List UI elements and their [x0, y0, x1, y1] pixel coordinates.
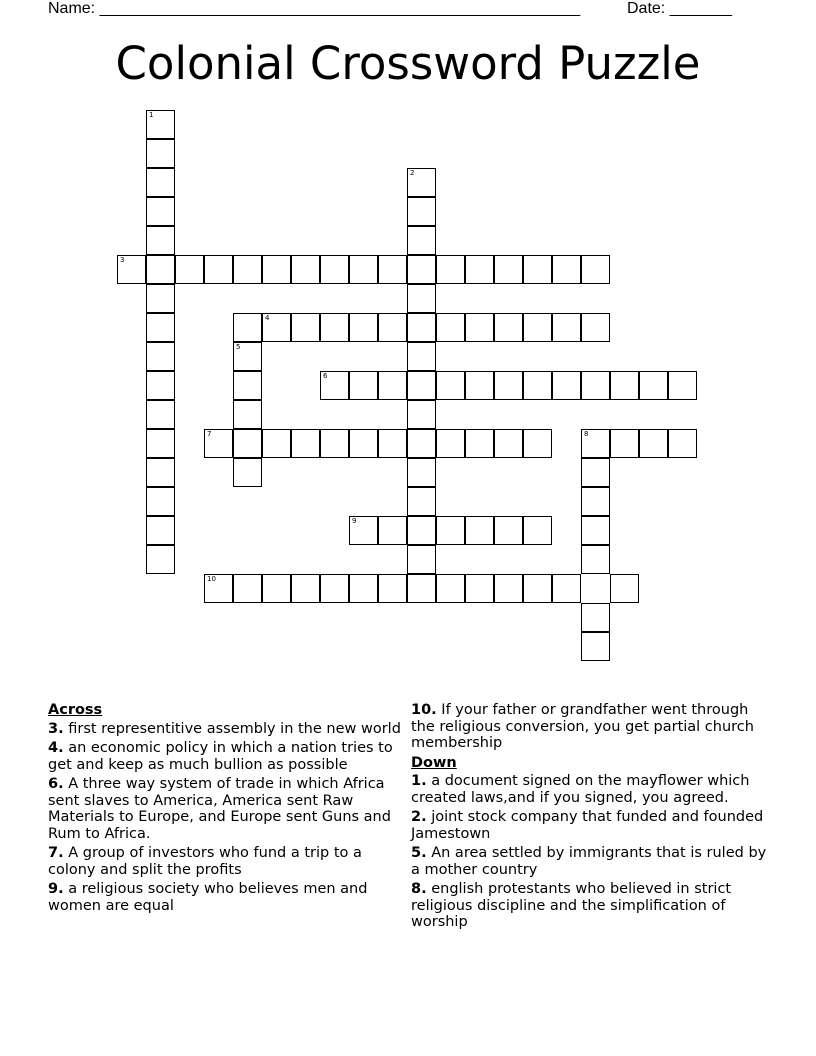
crossword-cell[interactable]	[436, 313, 465, 342]
crossword-cell[interactable]	[494, 574, 523, 603]
across-clue	[48, 740, 404, 773]
across-heading: Across	[48, 702, 103, 718]
crossword-cell[interactable]	[581, 632, 610, 661]
crossword-cell[interactable]	[233, 371, 262, 400]
crossword-cell[interactable]	[146, 255, 175, 284]
crossword-cell[interactable]	[465, 255, 494, 284]
page-title: Colonial Crossword Puzzle	[115, 37, 701, 90]
crossword-cell[interactable]	[233, 342, 262, 371]
clue-text: a document signed on the mayflower which created laws,and if you signed, you agreed.	[411, 773, 750, 806]
clue-number: 8.	[411, 881, 427, 897]
clue-number-label: 10	[207, 575, 216, 583]
crossword-cell[interactable]	[436, 429, 465, 458]
crossword-cell[interactable]	[407, 371, 436, 400]
crossword-cell[interactable]	[581, 429, 610, 458]
clue-number-label: 2	[410, 169, 415, 177]
crossword-cell[interactable]	[146, 400, 175, 429]
across-clue	[48, 881, 404, 914]
crossword-cell[interactable]	[407, 168, 436, 197]
down-clue	[411, 809, 771, 842]
crossword-cell[interactable]	[407, 429, 436, 458]
crossword-cell[interactable]	[610, 371, 639, 400]
clue-text: An area settled by immigrants that is ruled by a mother country	[411, 845, 767, 878]
across-clue	[48, 845, 404, 878]
crossword-cell[interactable]	[349, 516, 378, 545]
clue-number: 7.	[48, 845, 64, 861]
crossword-cell[interactable]	[262, 429, 291, 458]
crossword-cell[interactable]	[436, 255, 465, 284]
crossword-cell[interactable]	[436, 516, 465, 545]
across-clue	[48, 721, 404, 738]
clue-number-label: 6	[323, 372, 328, 380]
crossword-cell[interactable]	[320, 371, 349, 400]
crossword-cell[interactable]	[407, 487, 436, 516]
crossword-cell[interactable]	[407, 458, 436, 487]
crossword-cell[interactable]	[262, 255, 291, 284]
crossword-cell[interactable]	[465, 371, 494, 400]
clue-text: an economic policy in which a nation tries to get and keep as much bullion as possible	[48, 740, 393, 773]
crossword-cell[interactable]	[146, 545, 175, 574]
clue-number: 10.	[411, 702, 437, 718]
crossword-cell[interactable]	[320, 574, 349, 603]
clues-left-column	[48, 702, 404, 917]
crossword-cell[interactable]	[349, 429, 378, 458]
crossword-cell[interactable]	[523, 574, 552, 603]
crossword-cell[interactable]	[465, 574, 494, 603]
crossword-cell[interactable]	[407, 226, 436, 255]
crossword-cell[interactable]	[146, 487, 175, 516]
crossword-cell[interactable]	[378, 255, 407, 284]
crossword-cell[interactable]	[523, 371, 552, 400]
crossword-cell[interactable]	[146, 284, 175, 313]
crossword-cell[interactable]	[407, 516, 436, 545]
clue-number-label: 7	[207, 430, 212, 438]
crossword-cell[interactable]	[291, 313, 320, 342]
clue-number-label: 8	[584, 430, 589, 438]
crossword-cell[interactable]	[639, 429, 668, 458]
crossword-cell[interactable]	[204, 429, 233, 458]
crossword-cell[interactable]	[581, 545, 610, 574]
crossword-cell[interactable]	[146, 458, 175, 487]
crossword-cell[interactable]	[291, 574, 320, 603]
across-clue	[48, 776, 404, 842]
crossword-cell[interactable]	[146, 226, 175, 255]
clue-text: If your father or grandfather went through the religious conversion, you get partial church membership	[411, 702, 754, 751]
clue-number: 3.	[48, 720, 64, 737]
crossword-cell[interactable]	[581, 516, 610, 545]
clue-number: 9.	[48, 881, 64, 897]
crossword-cell[interactable]	[117, 255, 146, 284]
crossword-cell[interactable]	[262, 313, 291, 342]
crossword-cell[interactable]	[262, 574, 291, 603]
clue-number: 4.	[48, 740, 64, 756]
date-field-label[interactable]: Date: _______	[627, 0, 732, 17]
crossword-cell[interactable]	[407, 284, 436, 313]
crossword-cell[interactable]	[668, 429, 697, 458]
crossword-cell[interactable]	[146, 110, 175, 139]
crossword-cell[interactable]	[291, 429, 320, 458]
clue-number: 2.	[411, 809, 427, 825]
crossword-cell[interactable]	[465, 516, 494, 545]
crossword-cell[interactable]	[581, 371, 610, 400]
down-clue	[411, 845, 771, 878]
clue-text: english protestants who believed in strict religious discipline and the simplification of worship	[411, 881, 732, 930]
crossword-cell[interactable]	[407, 574, 436, 603]
crossword-cell[interactable]	[204, 255, 233, 284]
crossword-cell[interactable]	[146, 197, 175, 226]
across-clue	[411, 702, 771, 752]
crossword-cell[interactable]	[407, 313, 436, 342]
clue-number: 6.	[48, 776, 64, 792]
crossword-cell[interactable]	[581, 458, 610, 487]
crossword-cell[interactable]	[581, 487, 610, 516]
name-field-label[interactable]: Name: ______________________________________________________	[48, 0, 581, 17]
crossword-cell[interactable]	[552, 574, 581, 603]
crossword-cell[interactable]	[378, 516, 407, 545]
crossword-cell[interactable]	[552, 313, 581, 342]
crossword-cell[interactable]	[146, 139, 175, 168]
clue-number-label: 3	[120, 256, 125, 264]
crossword-cell[interactable]	[639, 371, 668, 400]
crossword-cell[interactable]	[320, 313, 349, 342]
crossword-cell[interactable]	[378, 313, 407, 342]
crossword-cell[interactable]	[204, 574, 233, 603]
crossword-cell[interactable]	[233, 313, 262, 342]
crossword-cell[interactable]	[146, 168, 175, 197]
crossword-cell[interactable]	[668, 371, 697, 400]
crossword-cell[interactable]	[581, 603, 610, 632]
crossword-cell[interactable]	[349, 574, 378, 603]
clue-text: joint stock company that funded and founded Jamestown	[411, 809, 764, 842]
clues-right-column	[411, 702, 771, 934]
crossword-cell[interactable]	[494, 371, 523, 400]
clue-number-label: 1	[149, 111, 154, 119]
crossword-cell[interactable]	[146, 429, 175, 458]
crossword-cell[interactable]	[349, 313, 378, 342]
crossword-cell[interactable]	[146, 371, 175, 400]
clue-text: first representitive assembly in the new world	[68, 720, 401, 737]
crossword-cell[interactable]	[465, 313, 494, 342]
crossword-cell[interactable]	[494, 516, 523, 545]
crossword-cell[interactable]	[436, 371, 465, 400]
crossword-cell[interactable]	[523, 255, 552, 284]
clue-number-label: 5	[236, 343, 241, 351]
crossword-cell[interactable]	[378, 429, 407, 458]
crossword-cell[interactable]	[523, 516, 552, 545]
crossword-cell[interactable]	[146, 313, 175, 342]
crossword-cell[interactable]	[523, 429, 552, 458]
crossword-cell[interactable]	[233, 400, 262, 429]
crossword-cell[interactable]	[552, 255, 581, 284]
clue-number: 5.	[411, 845, 427, 861]
crossword-cell[interactable]	[494, 429, 523, 458]
clue-text: a religious society who believes men and women are equal	[48, 881, 368, 914]
clue-text: A group of investors who fund a trip to a colony and split the profits	[48, 845, 362, 878]
crossword-cell[interactable]	[407, 197, 436, 226]
crossword-cell[interactable]	[146, 516, 175, 545]
crossword-cell[interactable]	[494, 313, 523, 342]
crossword-cell[interactable]	[378, 574, 407, 603]
crossword-cell[interactable]	[233, 255, 262, 284]
crossword-cell[interactable]	[581, 313, 610, 342]
crossword-cell[interactable]	[320, 429, 349, 458]
crossword-cell[interactable]	[233, 429, 262, 458]
down-clue	[411, 773, 771, 806]
crossword-cell[interactable]	[291, 255, 320, 284]
crossword-cell[interactable]	[436, 574, 465, 603]
crossword-cell[interactable]	[581, 255, 610, 284]
clue-number: 1.	[411, 773, 427, 789]
down-heading: Down	[411, 754, 457, 771]
crossword-cell[interactable]	[407, 342, 436, 371]
crossword-cell[interactable]	[407, 400, 436, 429]
crossword-cell[interactable]	[146, 342, 175, 371]
crossword-cell[interactable]	[552, 371, 581, 400]
crossword-cell[interactable]	[523, 313, 552, 342]
crossword-cell[interactable]	[378, 371, 407, 400]
down-clue	[411, 881, 771, 931]
clue-text: A three way system of trade in which Africa sent slaves to America, America sent Raw Materials to Europe, and Europe sent Guns and Rum to Africa.	[48, 776, 391, 842]
crossword-cell[interactable]	[407, 545, 436, 574]
crossword-cell[interactable]	[610, 574, 639, 603]
crossword-cell[interactable]	[407, 255, 436, 284]
clue-number-label: 9	[352, 517, 357, 525]
crossword-cell[interactable]	[233, 458, 262, 487]
crossword-cell[interactable]	[175, 255, 204, 284]
crossword-cell[interactable]	[610, 429, 639, 458]
crossword-cell[interactable]	[349, 371, 378, 400]
clue-number-label: 4	[265, 314, 270, 322]
crossword-cell[interactable]	[349, 255, 378, 284]
crossword-cell[interactable]	[494, 255, 523, 284]
crossword-cell[interactable]	[233, 574, 262, 603]
crossword-cell[interactable]	[465, 429, 494, 458]
crossword-cell[interactable]	[320, 255, 349, 284]
